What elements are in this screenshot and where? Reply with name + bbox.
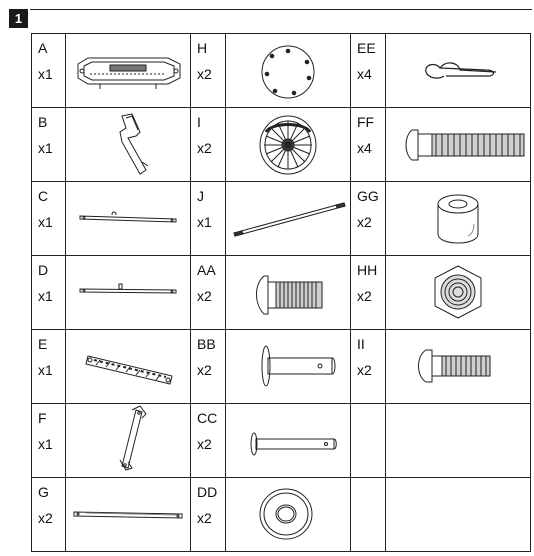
part-quantity: x2 [197, 510, 212, 526]
hitch-pin-clip-icon [386, 34, 530, 107]
long-flat-bar-icon [66, 478, 190, 551]
empty-image-cell [386, 478, 531, 552]
part-image-cell [66, 404, 191, 478]
bent-bracket-icon [66, 108, 190, 181]
part-quantity: x1 [38, 214, 53, 230]
part-quantity: x2 [197, 436, 212, 452]
empty-label-cell [351, 478, 386, 552]
part-quantity: x2 [38, 510, 53, 526]
part-label-cell [32, 404, 66, 478]
parts-row [32, 256, 531, 330]
part-image-cell [226, 108, 351, 182]
part-code: BB [197, 336, 216, 352]
part-code: GG [357, 188, 379, 204]
part-image-cell [226, 478, 351, 552]
part-code: II [357, 336, 365, 352]
clevis-pin-large-icon [226, 330, 350, 403]
part-quantity: x4 [357, 140, 372, 156]
empty-image-cell [386, 404, 531, 478]
part-label-cell [32, 34, 66, 108]
part-label-cell [32, 256, 66, 330]
part-code: H [197, 40, 208, 56]
part-label-cell [32, 182, 66, 256]
part-code: E [38, 336, 48, 352]
part-code: AA [197, 262, 216, 278]
part-quantity: x2 [197, 362, 212, 378]
part-label-cell [191, 478, 226, 552]
header-rule [30, 9, 532, 10]
part-quantity [351, 484, 385, 494]
part-label-cell [191, 330, 226, 404]
main-frame-icon [66, 34, 190, 107]
part-code: FF [357, 114, 375, 130]
parts-row [32, 182, 531, 256]
part-code: D [38, 262, 49, 278]
part-quantity: x2 [357, 362, 372, 378]
part-image-cell [386, 330, 531, 404]
part-label-cell [351, 182, 386, 256]
part-code: J [197, 188, 204, 204]
part-label-cell [191, 182, 226, 256]
part-image-cell [66, 182, 191, 256]
part-image-cell [386, 34, 531, 108]
part-image-cell [226, 330, 351, 404]
part-image-cell [66, 478, 191, 552]
part-label-cell [32, 108, 66, 182]
part-label-cell [191, 404, 226, 478]
part-quantity: x2 [357, 214, 372, 230]
carriage-bolt-icon [226, 256, 350, 329]
part-label-cell [351, 108, 386, 182]
part-quantity: x1 [38, 66, 53, 82]
part-quantity [351, 410, 385, 420]
part-quantity: x2 [197, 288, 212, 304]
parts-row [32, 330, 531, 404]
parts-row [32, 108, 531, 182]
part-quantity: x1 [38, 288, 53, 304]
part-label-cell [191, 256, 226, 330]
part-label-cell [191, 34, 226, 108]
parts-row [32, 478, 531, 552]
part-image-cell [226, 256, 351, 330]
wheel-icon [226, 108, 350, 181]
part-image-cell [66, 34, 191, 108]
part-quantity: x1 [38, 362, 53, 378]
part-label-cell [32, 330, 66, 404]
part-code: HH [357, 262, 378, 278]
part-quantity: x4 [357, 66, 372, 82]
part-code: G [38, 484, 49, 500]
empty-label-cell [351, 404, 386, 478]
part-code: CC [197, 410, 218, 426]
part-code: F [38, 410, 47, 426]
clevis-pin-small-icon [226, 404, 350, 477]
parts-table [31, 33, 531, 552]
perforated-bar-icon [66, 330, 190, 403]
bolt-plate-icon [226, 34, 350, 107]
parts-row [32, 404, 531, 478]
part-quantity: x2 [197, 140, 212, 156]
diagonal-strut-icon [66, 404, 190, 477]
flat-bar-tab-icon [66, 256, 190, 329]
part-image-cell [66, 330, 191, 404]
part-code: EE [357, 40, 376, 56]
hex-nut-icon [386, 256, 530, 329]
part-quantity: x1 [38, 140, 53, 156]
part-image-cell [386, 182, 531, 256]
long-carriage-bolt-icon [386, 108, 530, 181]
part-image-cell [226, 182, 351, 256]
axle-rod-icon [226, 182, 350, 255]
spacer-icon [386, 182, 530, 255]
part-label-cell [351, 34, 386, 108]
part-label-cell [351, 256, 386, 330]
part-code: I [197, 114, 201, 130]
part-quantity: x2 [197, 66, 212, 82]
part-code: DD [197, 484, 218, 500]
part-label-cell [32, 478, 66, 552]
part-quantity: x2 [357, 288, 372, 304]
flat-bar-icon [66, 182, 190, 255]
part-image-cell [226, 404, 351, 478]
part-quantity: x1 [38, 436, 53, 452]
short-carriage-bolt-icon [386, 330, 530, 403]
part-quantity: x1 [197, 214, 212, 230]
part-code: C [38, 188, 49, 204]
part-image-cell [386, 108, 531, 182]
part-image-cell [226, 34, 351, 108]
part-label-cell [351, 330, 386, 404]
part-label-cell [191, 108, 226, 182]
part-code: A [38, 40, 48, 56]
step-number-badge: 1 [9, 9, 28, 28]
part-image-cell [66, 108, 191, 182]
part-image-cell [66, 256, 191, 330]
washer-icon [226, 478, 350, 551]
parts-row [32, 34, 531, 108]
part-code: B [38, 114, 48, 130]
part-image-cell [386, 256, 531, 330]
